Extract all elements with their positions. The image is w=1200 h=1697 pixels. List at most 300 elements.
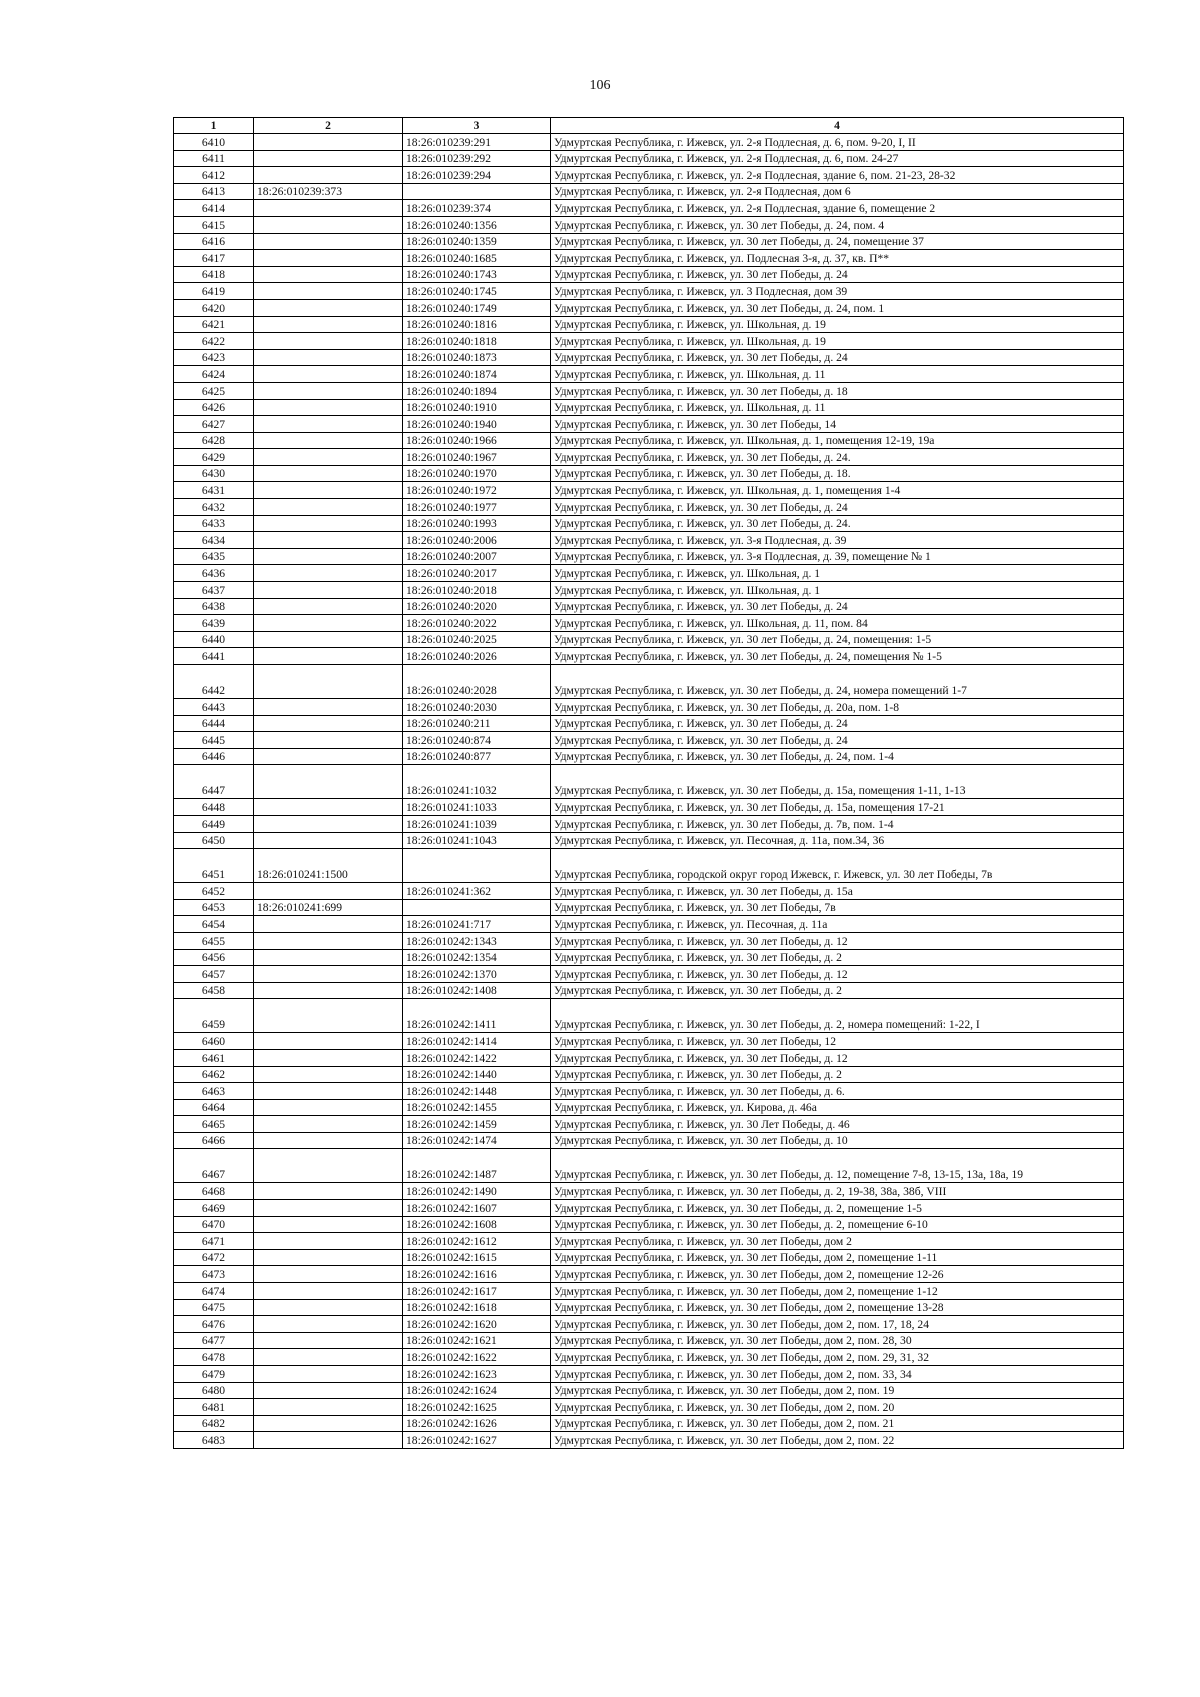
- table-row: [174, 1132, 1124, 1149]
- object-cadastral-number: [403, 899, 551, 916]
- object-cadastral-number: 18:26:010240:2017: [403, 565, 551, 582]
- object-cadastral-number: 18:26:010242:1408: [403, 982, 551, 999]
- table-row: [174, 999, 1124, 1033]
- land-cadastral-number: [254, 167, 403, 184]
- row-number: 6410: [174, 134, 254, 151]
- row-number: 6421: [174, 316, 254, 333]
- row-number: 6414: [174, 200, 254, 217]
- object-cadastral-number: 18:26:010242:1622: [403, 1349, 551, 1366]
- object-cadastral-number: 18:26:010240:1874: [403, 366, 551, 383]
- land-cadastral-number: [254, 1083, 403, 1100]
- object-cadastral-number: 18:26:010242:1354: [403, 949, 551, 966]
- object-cadastral-number: 18:26:010241:717: [403, 916, 551, 933]
- address: Удмуртская Республика, г. Ижевск, ул. Школьная, д. 19: [551, 316, 1124, 333]
- object-cadastral-number: 18:26:010242:1474: [403, 1132, 551, 1149]
- land-cadastral-number: [254, 883, 403, 900]
- table-row: [174, 1316, 1124, 1333]
- row-number: 6475: [174, 1299, 254, 1316]
- object-cadastral-number: 18:26:010242:1455: [403, 1099, 551, 1116]
- row-number: 6481: [174, 1399, 254, 1416]
- table-row: [174, 899, 1124, 916]
- object-cadastral-number: 18:26:010242:1625: [403, 1399, 551, 1416]
- table-row: [174, 499, 1124, 516]
- object-cadastral-number: 18:26:010239:294: [403, 167, 551, 184]
- land-cadastral-number: [254, 765, 403, 799]
- land-cadastral-number: [254, 216, 403, 233]
- address: Удмуртская Республика, г. Ижевск, ул. 30 лет Победы, дом 2, помещение 12-26: [551, 1266, 1124, 1283]
- row-number: 6415: [174, 216, 254, 233]
- object-cadastral-number: 18:26:010240:1972: [403, 482, 551, 499]
- row-number: 6411: [174, 150, 254, 167]
- row-number: 6447: [174, 765, 254, 799]
- table-row: [174, 299, 1124, 316]
- land-cadastral-number: 18:26:010241:699: [254, 899, 403, 916]
- row-number: 6417: [174, 250, 254, 267]
- row-number: 6461: [174, 1049, 254, 1066]
- land-cadastral-number: [254, 1283, 403, 1300]
- address: Удмуртская Республика, г. Ижевск, ул. 30 лет Победы, д. 18.: [551, 465, 1124, 482]
- land-cadastral-number: [254, 432, 403, 449]
- address: Удмуртская Республика, г. Ижевск, ул. 30 лет Победы, 12: [551, 1033, 1124, 1050]
- row-number: 6430: [174, 465, 254, 482]
- table-row: [174, 1399, 1124, 1416]
- land-cadastral-number: [254, 1349, 403, 1366]
- object-cadastral-number: 18:26:010242:1459: [403, 1116, 551, 1133]
- row-number: 6429: [174, 449, 254, 466]
- address: Удмуртская Республика, г. Ижевск, ул. 30 лет Победы, 14: [551, 416, 1124, 433]
- table-row: [174, 665, 1124, 699]
- table-row: [174, 582, 1124, 599]
- row-number: 6441: [174, 648, 254, 665]
- address: Удмуртская Республика, г. Ижевск, ул. Школьная, д. 19: [551, 333, 1124, 350]
- land-cadastral-number: [254, 499, 403, 516]
- land-cadastral-number: [254, 699, 403, 716]
- row-number: 6467: [174, 1149, 254, 1183]
- row-number: 6433: [174, 515, 254, 532]
- land-cadastral-number: [254, 299, 403, 316]
- address: Удмуртская Республика, г. Ижевск, ул. 30 лет Победы, д. 24: [551, 598, 1124, 615]
- address: Удмуртская Республика, г. Ижевск, ул. 30 лет Победы, д. 12: [551, 1049, 1124, 1066]
- table-row: [174, 532, 1124, 549]
- row-number: 6477: [174, 1332, 254, 1349]
- column-header-2: 2: [254, 118, 403, 134]
- land-cadastral-number: [254, 349, 403, 366]
- address: Удмуртская Республика, г. Ижевск, ул. 30 лет Победы, д. 24: [551, 349, 1124, 366]
- table-row: [174, 699, 1124, 716]
- object-cadastral-number: 18:26:010240:2006: [403, 532, 551, 549]
- address: Удмуртская Республика, г. Ижевск, ул. 30 лет Победы, д. 24, номера помещений 1-7: [551, 665, 1124, 699]
- object-cadastral-number: 18:26:010242:1620: [403, 1316, 551, 1333]
- object-cadastral-number: 18:26:010239:292: [403, 150, 551, 167]
- row-number: 6460: [174, 1033, 254, 1050]
- table-row: [174, 1200, 1124, 1217]
- address: Удмуртская Республика, г. Ижевск, ул. 2-я Подлесная, здание 6, пом. 21-23, 28-32: [551, 167, 1124, 184]
- land-cadastral-number: [254, 250, 403, 267]
- table-row: [174, 1183, 1124, 1200]
- land-cadastral-number: [254, 449, 403, 466]
- object-cadastral-number: 18:26:010240:1940: [403, 416, 551, 433]
- column-header-4: 4: [551, 118, 1124, 134]
- address: Удмуртская Республика, г. Ижевск, ул. 2-я Подлесная, д. 6, пом. 24-27: [551, 150, 1124, 167]
- table-row: [174, 1049, 1124, 1066]
- object-cadastral-number: 18:26:010241:1039: [403, 815, 551, 832]
- object-cadastral-number: 18:26:010242:1627: [403, 1432, 551, 1449]
- table-row: [174, 515, 1124, 532]
- object-cadastral-number: 18:26:010242:1440: [403, 1066, 551, 1083]
- object-cadastral-number: 18:26:010240:877: [403, 748, 551, 765]
- object-cadastral-number: 18:26:010240:1356: [403, 216, 551, 233]
- row-number: 6458: [174, 982, 254, 999]
- land-cadastral-number: [254, 266, 403, 283]
- row-number: 6453: [174, 899, 254, 916]
- address: Удмуртская Республика, г. Ижевск, ул. 30 лет Победы, 7в: [551, 899, 1124, 916]
- address: Удмуртская Республика, г. Ижевск, ул. 3 Подлесная, дом 39: [551, 283, 1124, 300]
- land-cadastral-number: [254, 532, 403, 549]
- address: Удмуртская Республика, г. Ижевск, ул. Песочная, д. 11а: [551, 916, 1124, 933]
- row-number: 6449: [174, 815, 254, 832]
- address: Удмуртская Республика, г. Ижевск, ул. 30 лет Победы, дом 2, помещение 1-11: [551, 1249, 1124, 1266]
- row-number: 6426: [174, 399, 254, 416]
- table-row: [174, 1283, 1124, 1300]
- table-row: [174, 449, 1124, 466]
- land-cadastral-number: [254, 382, 403, 399]
- table-row: [174, 932, 1124, 949]
- row-number: 6452: [174, 883, 254, 900]
- land-cadastral-number: [254, 582, 403, 599]
- object-cadastral-number: 18:26:010242:1615: [403, 1249, 551, 1266]
- object-cadastral-number: 18:26:010240:2025: [403, 631, 551, 648]
- land-cadastral-number: [254, 465, 403, 482]
- address: Удмуртская Республика, г. Ижевск, ул. 30 лет Победы, д. 24: [551, 499, 1124, 516]
- land-cadastral-number: [254, 648, 403, 665]
- table-row: [174, 615, 1124, 632]
- object-cadastral-number: 18:26:010240:2020: [403, 598, 551, 615]
- row-number: 6474: [174, 1283, 254, 1300]
- address: Удмуртская Республика, г. Ижевск, ул. 30 лет Победы, дом 2: [551, 1233, 1124, 1250]
- land-cadastral-number: [254, 1183, 403, 1200]
- object-cadastral-number: 18:26:010240:211: [403, 715, 551, 732]
- land-cadastral-number: [254, 832, 403, 849]
- table-row: [174, 966, 1124, 983]
- address: Удмуртская Республика, г. Ижевск, ул. 30 лет Победы, дом 2, пом. 28, 30: [551, 1332, 1124, 1349]
- address: Удмуртская Республика, г. Ижевск, ул. Подлесная 3-я, д. 37, кв. П**: [551, 250, 1124, 267]
- address: Удмуртская Республика, г. Ижевск, ул. Кирова, д. 46а: [551, 1099, 1124, 1116]
- object-cadastral-number: 18:26:010242:1623: [403, 1366, 551, 1383]
- table-row: [174, 648, 1124, 665]
- row-number: 6465: [174, 1116, 254, 1133]
- row-number: 6420: [174, 299, 254, 316]
- table-row: [174, 799, 1124, 816]
- object-cadastral-number: 18:26:010240:1966: [403, 432, 551, 449]
- table-row: [174, 1415, 1124, 1432]
- land-cadastral-number: [254, 1366, 403, 1383]
- table-row: [174, 134, 1124, 151]
- address: Удмуртская Республика, г. Ижевск, ул. 30 лет Победы, д. 24, пом. 1: [551, 299, 1124, 316]
- object-cadastral-number: 18:26:010240:1818: [403, 333, 551, 350]
- address: Удмуртская Республика, г. Ижевск, ул. 30 лет Победы, д. 12: [551, 966, 1124, 983]
- address: Удмуртская Республика, г. Ижевск, ул. 30 лет Победы, д. 24, помещения № 1-5: [551, 648, 1124, 665]
- address: Удмуртская Республика, г. Ижевск, ул. 30 лет Победы, дом 2, пом. 17, 18, 24: [551, 1316, 1124, 1333]
- object-cadastral-number: 18:26:010240:2007: [403, 548, 551, 565]
- land-cadastral-number: [254, 665, 403, 699]
- land-cadastral-number: [254, 1099, 403, 1116]
- row-number: 6457: [174, 966, 254, 983]
- table-row: [174, 1432, 1124, 1449]
- table-row: [174, 565, 1124, 582]
- land-cadastral-number: [254, 1149, 403, 1183]
- row-number: 6418: [174, 266, 254, 283]
- table-row: [174, 250, 1124, 267]
- land-cadastral-number: [254, 134, 403, 151]
- address: Удмуртская Республика, г. Ижевск, ул. Школьная, д. 1: [551, 582, 1124, 599]
- table-row: [174, 465, 1124, 482]
- table-row: [174, 1149, 1124, 1183]
- row-number: 6413: [174, 183, 254, 200]
- table-row: [174, 349, 1124, 366]
- row-number: 6464: [174, 1099, 254, 1116]
- land-cadastral-number: [254, 548, 403, 565]
- land-cadastral-number: [254, 1249, 403, 1266]
- row-number: 6445: [174, 732, 254, 749]
- row-number: 6443: [174, 699, 254, 716]
- address: Удмуртская Республика, г. Ижевск, ул. 30 лет Победы, д. 24, помещения: 1-5: [551, 631, 1124, 648]
- land-cadastral-number: [254, 799, 403, 816]
- row-number: 6479: [174, 1366, 254, 1383]
- row-number: 6448: [174, 799, 254, 816]
- row-number: 6476: [174, 1316, 254, 1333]
- address: Удмуртская Республика, г. Ижевск, ул. Песочная, д. 11а, пом.34, 36: [551, 832, 1124, 849]
- address: Удмуртская Республика, г. Ижевск, ул. 30 лет Победы, д. 24: [551, 732, 1124, 749]
- address: Удмуртская Республика, г. Ижевск, ул. 30 лет Победы, д. 2, помещение 6-10: [551, 1216, 1124, 1233]
- address: Удмуртская Республика, г. Ижевск, ул. 30 лет Победы, д. 24.: [551, 515, 1124, 532]
- address: Удмуртская Республика, г. Ижевск, ул. 3-я Подлесная, д. 39, помещение № 1: [551, 548, 1124, 565]
- land-cadastral-number: [254, 615, 403, 632]
- object-cadastral-number: 18:26:010241:362: [403, 883, 551, 900]
- row-number: 6439: [174, 615, 254, 632]
- address: Удмуртская Республика, г. Ижевск, ул. 30 лет Победы, д. 2: [551, 949, 1124, 966]
- row-number: 6463: [174, 1083, 254, 1100]
- address: Удмуртская Республика, г. Ижевск, ул. 30 лет Победы, д. 10: [551, 1132, 1124, 1149]
- land-cadastral-number: [254, 1415, 403, 1432]
- address: Удмуртская Республика, г. Ижевск, ул. 30 лет Победы, дом 2, пом. 19: [551, 1382, 1124, 1399]
- address: Удмуртская Республика, г. Ижевск, ул. 30 лет Победы, дом 2, пом. 20: [551, 1399, 1124, 1416]
- table-row: [174, 883, 1124, 900]
- land-cadastral-number: [254, 982, 403, 999]
- table-row: [174, 1099, 1124, 1116]
- object-cadastral-number: 18:26:010240:1816: [403, 316, 551, 333]
- object-cadastral-number: 18:26:010240:2022: [403, 615, 551, 632]
- table-row: [174, 1083, 1124, 1100]
- object-cadastral-number: 18:26:010242:1612: [403, 1233, 551, 1250]
- row-number: 6434: [174, 532, 254, 549]
- land-cadastral-number: [254, 1332, 403, 1349]
- row-number: 6419: [174, 283, 254, 300]
- address: Удмуртская Республика, г. Ижевск, ул. 30 лет Победы, д. 15а, помещения 17-21: [551, 799, 1124, 816]
- land-cadastral-number: [254, 1132, 403, 1149]
- land-cadastral-number: [254, 1382, 403, 1399]
- row-number: 6416: [174, 233, 254, 250]
- address: Удмуртская Республика, г. Ижевск, ул. 3-я Подлесная, д. 39: [551, 532, 1124, 549]
- row-number: 6459: [174, 999, 254, 1033]
- land-cadastral-number: [254, 999, 403, 1033]
- address: Удмуртская Республика, г. Ижевск, ул. 30 лет Победы, д. 15а: [551, 883, 1124, 900]
- land-cadastral-number: [254, 1432, 403, 1449]
- land-cadastral-number: [254, 565, 403, 582]
- land-cadastral-number: [254, 1033, 403, 1050]
- table-row: [174, 1249, 1124, 1266]
- address: Удмуртская Республика, г. Ижевск, ул. 2-я Подлесная, здание 6, помещение 2: [551, 200, 1124, 217]
- table-row: [174, 1332, 1124, 1349]
- table-row: [174, 949, 1124, 966]
- object-cadastral-number: 18:26:010240:874: [403, 732, 551, 749]
- table-row: [174, 233, 1124, 250]
- table-row: [174, 1366, 1124, 1383]
- address: Удмуртская Республика, г. Ижевск, ул. 2-я Подлесная, д. 6, пом. 9-20, I, II: [551, 134, 1124, 151]
- row-number: 6472: [174, 1249, 254, 1266]
- object-cadastral-number: 18:26:010240:2028: [403, 665, 551, 699]
- land-cadastral-number: [254, 150, 403, 167]
- table-row: [174, 1116, 1124, 1133]
- land-cadastral-number: [254, 916, 403, 933]
- address: Удмуртская Республика, г. Ижевск, ул. 30 лет Победы, д. 18: [551, 382, 1124, 399]
- table-row: [174, 748, 1124, 765]
- object-cadastral-number: 18:26:010240:1970: [403, 465, 551, 482]
- table-row: [174, 399, 1124, 416]
- object-cadastral-number: 18:26:010240:2026: [403, 648, 551, 665]
- row-number: 6412: [174, 167, 254, 184]
- row-number: 6462: [174, 1066, 254, 1083]
- address: Удмуртская Республика, г. Ижевск, ул. Школьная, д. 1, помещения 1-4: [551, 482, 1124, 499]
- address: Удмуртская Республика, г. Ижевск, ул. 30 лет Победы, д. 2, помещение 1-5: [551, 1200, 1124, 1217]
- land-cadastral-number: [254, 316, 403, 333]
- object-cadastral-number: [403, 849, 551, 883]
- row-number: 6435: [174, 548, 254, 565]
- address: Удмуртская Республика, г. Ижевск, ул. 30 лет Победы, д. 24: [551, 715, 1124, 732]
- land-cadastral-number: 18:26:010239:373: [254, 183, 403, 200]
- table-row: [174, 1216, 1124, 1233]
- row-number: 6424: [174, 366, 254, 383]
- land-cadastral-number: [254, 1216, 403, 1233]
- address: Удмуртская Республика, г. Ижевск, ул. 30 лет Победы, дом 2, пом. 29, 31, 32: [551, 1349, 1124, 1366]
- land-cadastral-number: [254, 598, 403, 615]
- object-cadastral-number: 18:26:010240:1745: [403, 283, 551, 300]
- table-row: [174, 333, 1124, 350]
- row-number: 6466: [174, 1132, 254, 1149]
- table-row: [174, 732, 1124, 749]
- row-number: 6450: [174, 832, 254, 849]
- land-cadastral-number: [254, 200, 403, 217]
- object-cadastral-number: 18:26:010242:1618: [403, 1299, 551, 1316]
- object-cadastral-number: 18:26:010240:1685: [403, 250, 551, 267]
- address: Удмуртская Республика, г. Ижевск, ул. 30 лет Победы, д. 6.: [551, 1083, 1124, 1100]
- table-row: [174, 482, 1124, 499]
- address: Удмуртская Республика, г. Ижевск, ул. 30 лет Победы, дом 2, помещение 1-12: [551, 1283, 1124, 1300]
- address: Удмуртская Республика, г. Ижевск, ул. 30 лет Победы, д. 2, 19-38, 38а, 38б, VIII: [551, 1183, 1124, 1200]
- address: Удмуртская Республика, г. Ижевск, ул. 30 лет Победы, д. 24, пом. 1-4: [551, 748, 1124, 765]
- land-cadastral-number: [254, 366, 403, 383]
- table-row: [174, 167, 1124, 184]
- row-number: 6451: [174, 849, 254, 883]
- land-cadastral-number: [254, 932, 403, 949]
- row-number: 6456: [174, 949, 254, 966]
- address: Удмуртская Республика, г. Ижевск, ул. 2-я Подлесная, дом 6: [551, 183, 1124, 200]
- column-header-3: 3: [403, 118, 551, 134]
- object-cadastral-number: 18:26:010241:1043: [403, 832, 551, 849]
- row-number: 6446: [174, 748, 254, 765]
- object-cadastral-number: 18:26:010242:1608: [403, 1216, 551, 1233]
- object-cadastral-number: 18:26:010240:1873: [403, 349, 551, 366]
- table-row: [174, 1266, 1124, 1283]
- address: Удмуртская Республика, г. Ижевск, ул. 30 лет Победы, дом 2, помещение 13-28: [551, 1299, 1124, 1316]
- table-row: [174, 548, 1124, 565]
- land-cadastral-number: [254, 482, 403, 499]
- row-number: 6437: [174, 582, 254, 599]
- row-number: 6482: [174, 1415, 254, 1432]
- address: Удмуртская Республика, г. Ижевск, ул. 30 лет Победы, д. 2, номера помещений: 1-22, I: [551, 999, 1124, 1033]
- row-number: 6431: [174, 482, 254, 499]
- row-number: 6427: [174, 416, 254, 433]
- object-cadastral-number: 18:26:010240:2030: [403, 699, 551, 716]
- land-cadastral-number: [254, 399, 403, 416]
- address: Удмуртская Республика, г. Ижевск, ул. Школьная, д. 11, пом. 84: [551, 615, 1124, 632]
- header-row: [174, 118, 1124, 134]
- land-cadastral-number: 18:26:010241:1500: [254, 849, 403, 883]
- object-cadastral-number: 18:26:010240:1993: [403, 515, 551, 532]
- table-row: [174, 1066, 1124, 1083]
- row-number: 6469: [174, 1200, 254, 1217]
- land-cadastral-number: [254, 631, 403, 648]
- table-row: [174, 1349, 1124, 1366]
- row-number: 6432: [174, 499, 254, 516]
- address: Удмуртская Республика, г. Ижевск, ул. 30 лет Победы, д. 2: [551, 982, 1124, 999]
- object-cadastral-number: 18:26:010242:1621: [403, 1332, 551, 1349]
- row-number: 6478: [174, 1349, 254, 1366]
- row-number: 6428: [174, 432, 254, 449]
- object-cadastral-number: 18:26:010242:1422: [403, 1049, 551, 1066]
- address: Удмуртская Республика, г. Ижевск, ул. 30 лет Победы, д. 24.: [551, 449, 1124, 466]
- table-row: [174, 266, 1124, 283]
- land-cadastral-number: [254, 1049, 403, 1066]
- table-row: [174, 1033, 1124, 1050]
- address: Удмуртская Республика, г. Ижевск, ул. 30 лет Победы, д. 20а, пом. 1-8: [551, 699, 1124, 716]
- land-cadastral-number: [254, 949, 403, 966]
- row-number: 6422: [174, 333, 254, 350]
- table-row: [174, 382, 1124, 399]
- table-row: [174, 598, 1124, 615]
- column-header-1: 1: [174, 118, 254, 134]
- table-row: [174, 916, 1124, 933]
- table-row: [174, 416, 1124, 433]
- land-cadastral-number: [254, 748, 403, 765]
- table-row: [174, 366, 1124, 383]
- object-cadastral-number: [403, 183, 551, 200]
- land-cadastral-number: [254, 732, 403, 749]
- object-cadastral-number: 18:26:010242:1617: [403, 1283, 551, 1300]
- land-cadastral-number: [254, 515, 403, 532]
- land-cadastral-number: [254, 1066, 403, 1083]
- row-number: 6483: [174, 1432, 254, 1449]
- object-cadastral-number: 18:26:010241:1033: [403, 799, 551, 816]
- table-row: [174, 815, 1124, 832]
- land-cadastral-number: [254, 333, 403, 350]
- address: Удмуртская Республика, г. Ижевск, ул. Школьная, д. 1, помещения 12-19, 19а: [551, 432, 1124, 449]
- address: Удмуртская Республика, г. Ижевск, ул. 30 лет Победы, д. 24, пом. 4: [551, 216, 1124, 233]
- table-row: [174, 432, 1124, 449]
- table-row: [174, 200, 1124, 217]
- object-cadastral-number: 18:26:010242:1343: [403, 932, 551, 949]
- row-number: 6438: [174, 598, 254, 615]
- address: Удмуртская Республика, городской округ город Ижевск, г. Ижевск, ул. 30 лет Победы, 7в: [551, 849, 1124, 883]
